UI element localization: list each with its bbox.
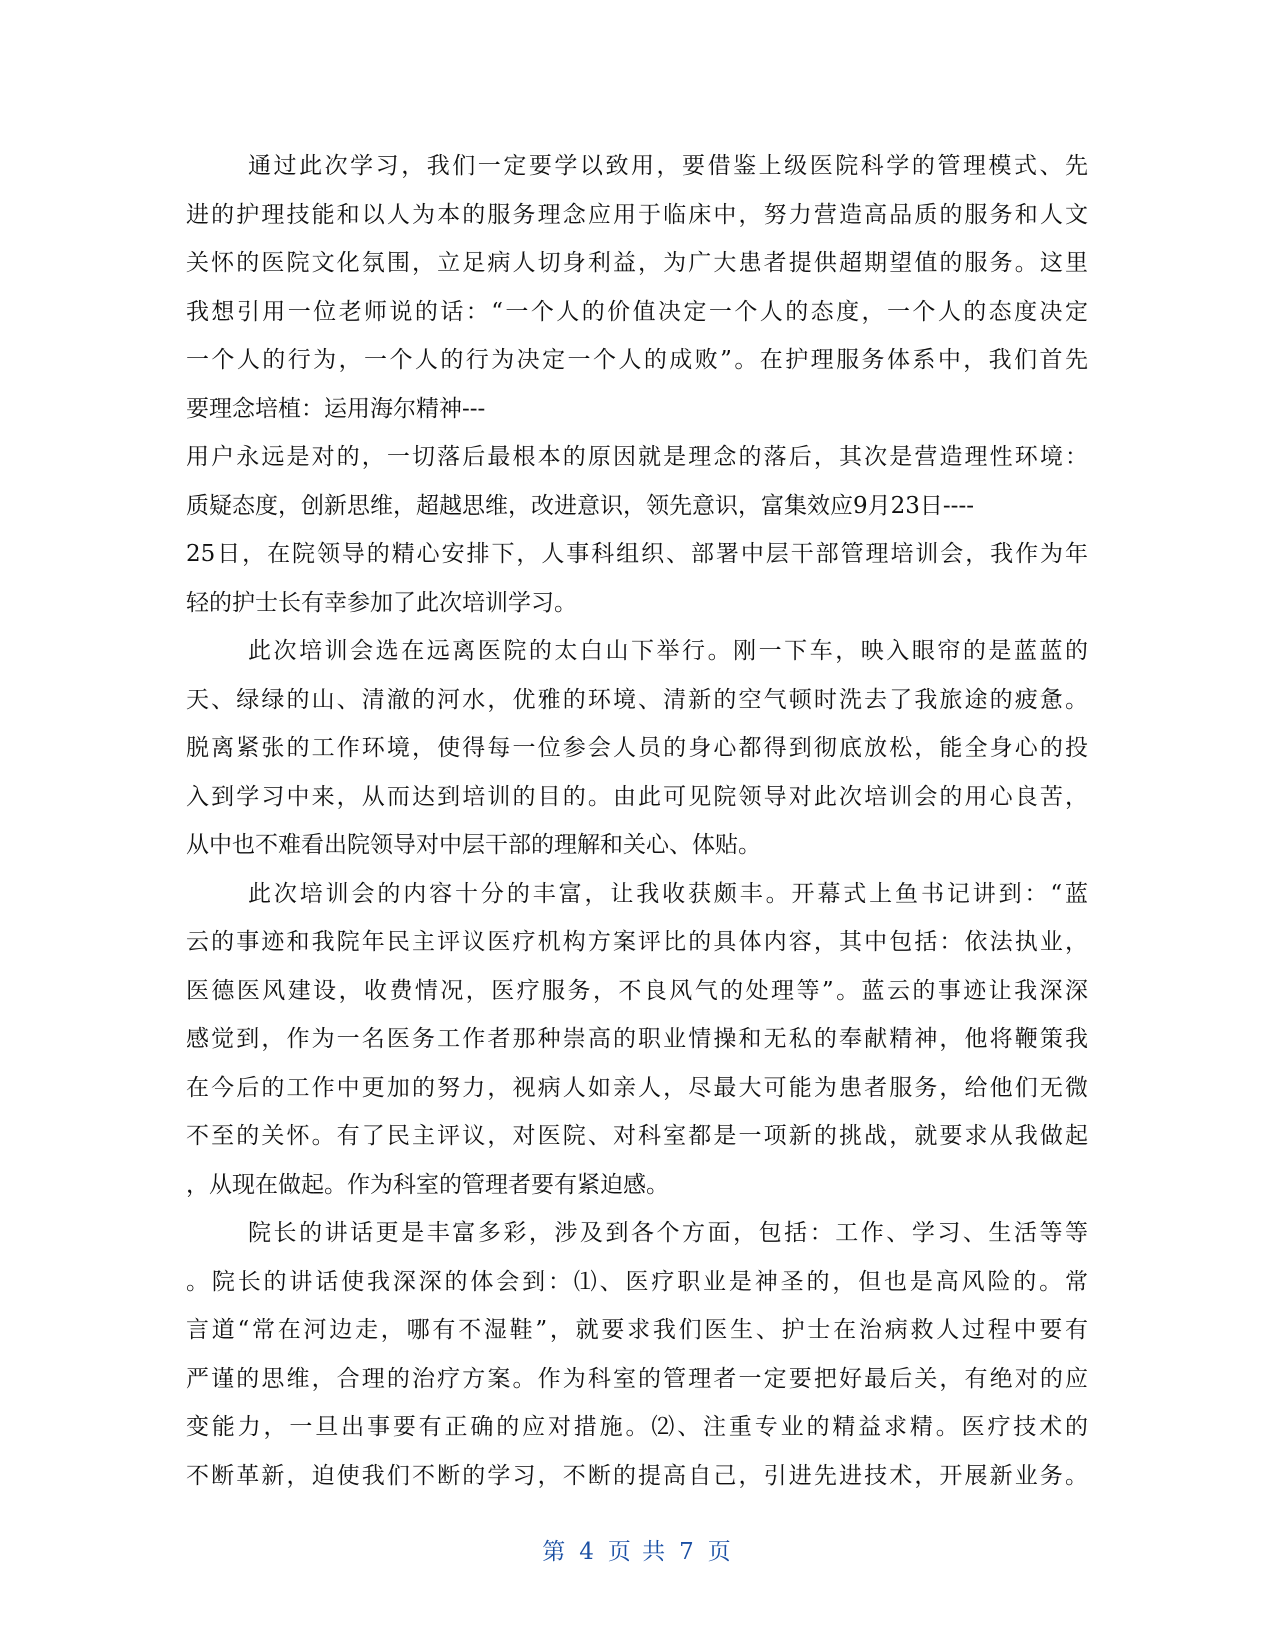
text-line: 用户永远是对的，一切落后最根本的原因就是理念的落后，其次是营造理性环境： bbox=[186, 444, 1088, 470]
footer-total-pages: 7 bbox=[679, 1539, 696, 1565]
text-line: 言道“常在河边走，哪有不湿鞋”，就要求我们医生、护士在治病救人过程中要有 bbox=[186, 1317, 1088, 1343]
text-line: 感觉到，作为一名医务工作者那种崇高的职业情操和无私的奉献精神，他将鞭策我 bbox=[186, 1026, 1088, 1052]
text-line: 在今后的工作中更加的努力，视病人如亲人，尽最大可能为患者服务，给他们无微 bbox=[186, 1074, 1088, 1101]
text-line: 不断革新，迫使我们不断的学习，不断的提高自己，引进先进技术，开展新业务。 bbox=[186, 1462, 1088, 1489]
text-line: 脱离紧张的工作环境，使得每一位参会人员的身心都得到彻底放松，能全身心的投 bbox=[186, 735, 1088, 761]
footer-current-page: 4 bbox=[579, 1539, 596, 1565]
text-line: 此次培训会选在远离医院的太白山下举行。刚一下车，映入眼帘的是蓝蓝的 bbox=[248, 638, 1088, 664]
document-body bbox=[186, 142, 1088, 1500]
text-line: 变能力，一旦出事要有正确的应对措施。⑵、注重专业的精益求精。医疗技术的 bbox=[186, 1414, 1088, 1440]
page-footer bbox=[0, 1533, 1275, 1566]
footer-prefix: 第 bbox=[542, 1539, 568, 1565]
text-line: 不至的关怀。有了民主评议，对医院、对科室都是一项新的挑战，就要求从我做起 bbox=[186, 1123, 1088, 1149]
text-line: 通过此次学习，我们一定要学以致用，要借鉴上级医院科学的管理模式、先 bbox=[248, 153, 1088, 179]
text-line: 轻的护士长有幸参加了此次培训学习。 bbox=[186, 589, 577, 616]
text-line: 质疑态度，创新思维，超越思维，改进意识，领先意识，富集效应9月23日---- bbox=[186, 492, 974, 519]
text-line: 医德医风建设，收费情况，医疗服务，不良风气的处理等”。蓝云的事迹让我深深 bbox=[186, 977, 1088, 1004]
text-line: 云的事迹和我院年民主评议医疗机构方案评比的具体内容，其中包括：依法执业， bbox=[186, 929, 1088, 955]
text-line: 关怀的医院文化氛围，立足病人切身利益，为广大患者提供超期望值的服务。这里 bbox=[186, 250, 1088, 276]
footer-suffix: 页 bbox=[707, 1539, 733, 1565]
text-line: 一个人的行为，一个人的行为决定一个人的成败”。在护理服务体系中，我们首先 bbox=[186, 347, 1088, 373]
text-line: 严谨的思维，合理的治疗方案。作为科室的管理者一定要把好最后关，有绝对的应 bbox=[186, 1365, 1088, 1392]
text-line: 我想引用一位老师说的话：“一个人的价值决定一个人的态度，一个人的态度决定 bbox=[186, 298, 1088, 325]
text-line: 。院长的讲话使我深深的体会到：⑴、医疗职业是神圣的，但也是高风险的。常 bbox=[186, 1268, 1088, 1295]
text-line: 此次培训会的内容十分的丰富，让我收获颇丰。开幕式上鱼书记讲到：“蓝 bbox=[248, 880, 1088, 907]
text-line: 进的护理技能和以人为本的服务理念应用于临床中，努力营造高品质的服务和人文 bbox=[186, 201, 1088, 228]
text-line: 25日，在院领导的精心安排下，人事科组织、部署中层干部管理培训会，我作为年 bbox=[186, 541, 1088, 567]
text-line: 要理念培植：运用海尔精神--- bbox=[186, 395, 486, 422]
footer-middle: 页 共 bbox=[607, 1539, 668, 1565]
text-line: 从中也不难看出院领导对中层干部的理解和关心、体贴。 bbox=[186, 832, 761, 858]
text-line: 院长的讲话更是丰富多彩，涉及到各个方面，包括：工作、学习、生活等等 bbox=[248, 1220, 1088, 1246]
text-line: 入到学习中来，从而达到培训的目的。由此可见院领导对此次培训会的用心良苦， bbox=[186, 783, 1088, 810]
text-line: 天、绿绿的山、清澈的河水，优雅的环境、清新的空气顿时洗去了我旅途的疲惫。 bbox=[186, 686, 1088, 713]
text-line: ，从现在做起。作为科室的管理者要有紧迫感。 bbox=[186, 1171, 669, 1198]
